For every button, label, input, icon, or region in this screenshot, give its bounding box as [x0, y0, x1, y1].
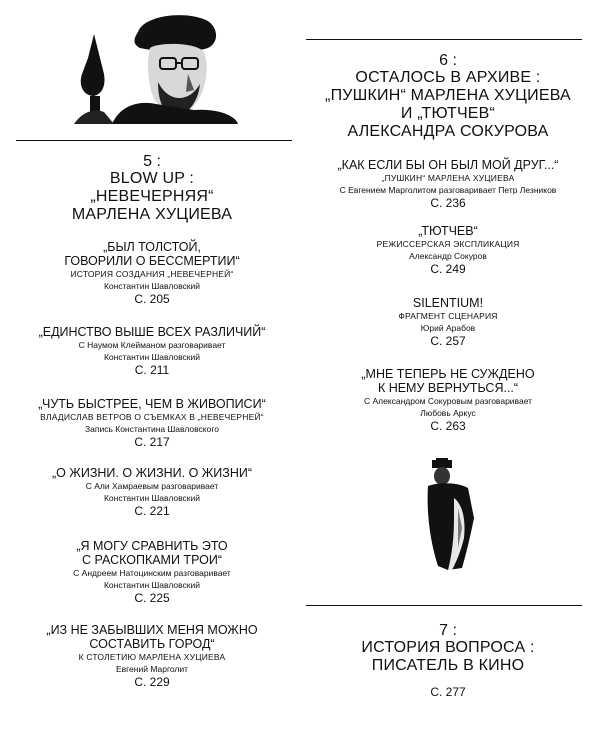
entry-author: Любовь Аркус — [420, 408, 476, 418]
entry-page: С. 225 — [134, 591, 170, 605]
entry-subtitle: К СТОЛЕТИЮ МАРЛЕНА ХУЦИЕВА — [78, 652, 226, 662]
section-title-line: МАРЛЕНА ХУЦИЕВА — [71, 206, 233, 223]
entry-author: Константин Шавловский — [103, 493, 201, 503]
entry-author: Константин Шавловский — [103, 352, 201, 362]
entry-title: „ЧУТЬ БЫСТРЕЕ, ЧЕМ В ЖИВОПИСИ“ — [38, 397, 266, 411]
toc-entry — [304, 158, 592, 210]
section-5-header — [8, 153, 296, 224]
entry-subtitle: ФРАГМЕНТ СЦЕНАРИЯ — [398, 311, 498, 321]
entry-subtitle: РЕЖИССЕРСКАЯ ЭКСПЛИКАЦИЯ — [376, 239, 520, 249]
section-title-line: И „ТЮТЧЕВ“ — [400, 105, 496, 122]
entry-page: С. 263 — [430, 419, 466, 433]
entry-title: СОСТАВИТЬ ГОРОД“ — [89, 637, 215, 651]
entry-title: С РАСКОПКАМИ ТРОИ“ — [82, 553, 222, 567]
entry-author: Евгений Марголит — [115, 664, 189, 674]
entry-page: С. 257 — [430, 334, 466, 348]
section-title-line: ПИСАТЕЛЬ В КИНО — [371, 657, 525, 674]
entry-page: С. 211 — [134, 363, 170, 377]
entry-subtitle: С Наумом Клейманом разговаривает — [78, 340, 226, 350]
entry-subtitle: „ПУШКИН“ МАРЛЕНА ХУЦИЕВА — [381, 173, 515, 183]
entry-page: С. 205 — [134, 292, 170, 306]
entry-title: „ИЗ НЕ ЗАБЫВШИХ МЕНЯ МОЖНО — [46, 623, 258, 637]
section-title-line: „НЕВЕЧЕРНЯЯ“ — [90, 188, 214, 205]
entry-author: С Евгением Марголитом разговаривает Петр Лезников — [339, 185, 557, 195]
section-number: 7 : — [439, 622, 457, 639]
section-number: 6 : — [439, 52, 457, 69]
entry-page: С. 229 — [134, 675, 170, 689]
entry-title: „БЫЛ ТОЛСТОЙ, — [103, 240, 201, 254]
entry-subtitle: С Александром Сокуровым разговаривает — [363, 396, 533, 406]
entry-subtitle: ВЛАДИСЛАВ ВЕТРОВ О СЪЕМКАХ В „НЕВЕЧЕРНЕЙ“ — [40, 412, 264, 422]
section-title-line: ИСТОРИЯ ВОПРОСА : — [361, 639, 535, 656]
photo-figure-silhouette — [418, 458, 478, 576]
entry-author: Юрий Арабов — [420, 323, 476, 333]
toc-entry — [304, 367, 592, 433]
toc-entry — [304, 296, 592, 348]
section-number: 5 : — [143, 153, 161, 170]
section-divider-left — [16, 140, 292, 141]
toc-entry — [8, 539, 296, 605]
entry-page: С. 249 — [430, 262, 466, 276]
entry-title: „ТЮТЧЕВ“ — [418, 224, 478, 238]
toc-entry — [304, 224, 592, 276]
section-7-header — [304, 622, 592, 699]
entry-title: ГОВОРИЛИ О БЕССМЕРТИИ“ — [64, 254, 240, 268]
section-title-line: „ПУШКИН“ МАРЛЕНА ХУЦИЕВА — [325, 87, 571, 104]
entry-title: „КАК ЕСЛИ БЫ ОН БЫЛ МОЙ ДРУГ...“ — [337, 158, 559, 172]
section-title-line: АЛЕКСАНДРА СОКУРОВА — [347, 123, 549, 140]
portrait-photo-director — [68, 12, 238, 124]
entry-title: SILENTIUM! — [412, 296, 484, 310]
section-page: С. 277 — [430, 685, 466, 699]
toc-entry — [8, 325, 296, 377]
entry-author: Константин Шавловский — [103, 580, 201, 590]
section-divider-bottom-right — [306, 605, 582, 606]
section-6-header — [304, 52, 592, 141]
toc-entry — [8, 397, 296, 449]
entry-title: К НЕМУ ВЕРНУТЬСЯ...“ — [377, 381, 519, 395]
entry-page: С. 236 — [430, 196, 466, 210]
entry-author: Константин Шавловский — [103, 281, 201, 291]
entry-title: „О ЖИЗНИ. О ЖИЗНИ. О ЖИЗНИ“ — [51, 466, 253, 480]
entry-page: С. 221 — [134, 504, 170, 518]
entry-title: „МНЕ ТЕПЕРЬ НЕ СУЖДЕНО — [361, 367, 535, 381]
toc-entry — [8, 623, 296, 689]
section-title-line: ОСТАЛОСЬ В АРХИВЕ : — [355, 69, 541, 86]
entry-page: С. 217 — [134, 435, 170, 449]
entry-author: Запись Константина Шавловского — [85, 424, 219, 434]
section-divider-top-right — [306, 39, 582, 40]
entry-subtitle: ИСТОРИЯ СОЗДАНИЯ „НЕВЕЧЕРНЕЙ“ — [70, 269, 234, 279]
entry-subtitle: С Андреем Натоцинским разговаривает — [73, 568, 231, 578]
entry-title: „ЕДИНСТВО ВЫШЕ ВСЕХ РАЗЛИЧИЙ“ — [38, 325, 266, 339]
toc-entry — [8, 466, 296, 518]
toc-entry — [8, 240, 296, 306]
entry-subtitle: С Али Хамраевым разговаривает — [85, 481, 219, 491]
entry-title: „Я МОГУ СРАВНИТЬ ЭТО — [76, 539, 228, 553]
entry-author: Александр Сокуров — [409, 251, 487, 261]
section-title-line: BLOW UP : — [109, 170, 195, 187]
